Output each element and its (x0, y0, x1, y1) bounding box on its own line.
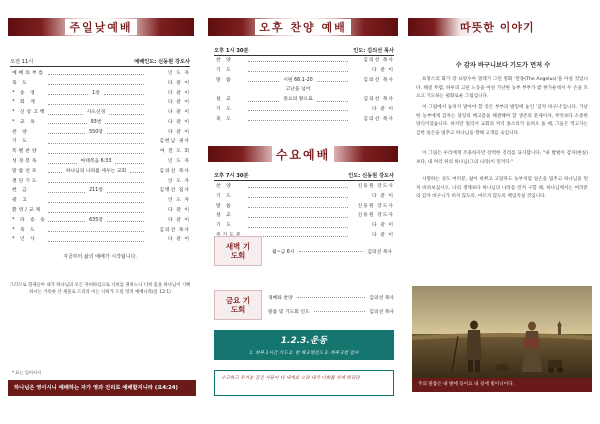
sunday-order-row-label: * 회 개 (12, 100, 37, 106)
afternoon-order-row-person: 김의선 목사 (363, 57, 394, 63)
sunday-order-row-person: 김명선 집사 (159, 188, 191, 194)
afternoon-order-row (216, 66, 394, 76)
wednesday-leader: 인도: 신동원 강도사 (348, 173, 394, 179)
afternoon-order-row-label: 말 씀 (216, 77, 233, 83)
sunday-order-row-label: * 축 도 (12, 227, 37, 233)
sunday-order-row-label: * 인 사 (12, 237, 37, 243)
dawn-schedule (272, 248, 392, 255)
sunday-order-row (12, 206, 190, 216)
sunday-order-row-person: 다 같 이 (168, 110, 191, 116)
sunday-time: 오전 11시 (10, 59, 34, 65)
memo-text: 수고하고 무거운 짐진 자들아 다 내게로 오라 내가 너희를 쉬게 하리라 (221, 376, 360, 381)
movement-text: 1. 하루 1시간 기도 2. 한 해 2명전도 3. 하루 3번 감사 (249, 351, 359, 356)
sunday-order-row-label: 광 고 (12, 198, 29, 204)
afternoon-title-banner (208, 18, 398, 36)
sunday-order-row (12, 89, 190, 99)
wednesday-order-row-person: 신동원 강도사 (357, 213, 394, 219)
sunday-order-row-label: 말씀선포 (12, 168, 39, 174)
sunday-order-row-label: 예배의부름 (12, 70, 46, 76)
story-paragraph-4: 사명하는 성도 여러분, 삶이 바쁘고 고달파도 농부처럼 일손을 멈추고 하나님을 먼저 바라보십시오. 나의 생계보다 하나님의 나라를 먼저 구할 때, 하나님께서는 여러분의 감자 바구니가 비지 않도록, 마르지 않도록 책임지실 것입니다. (416, 177, 588, 200)
sunday-title-banner (8, 18, 194, 36)
wednesday-order-row-person: 다 같 이 (372, 232, 394, 238)
wednesday-order-row-label: 기 도 (216, 193, 233, 199)
sunday-order-row-value: 93번 (90, 119, 102, 125)
sunday-order-row (12, 108, 190, 118)
sunday-quote: 그러므로 형제들아 내가 하나님의 모든 자비하심으로 너희를 권하노니 너희 몸을 하나님이 기뻐하시는 거룩한 산 제물로 드리라 이는 너희가 드릴 영적 예배니라(롬 12:1) (9, 283, 191, 295)
sunday-order-row-value: 1장 (92, 90, 100, 96)
afternoon-order-row (216, 105, 394, 115)
movement-title: 1.2.3.운동 (280, 336, 328, 346)
sunday-order-row-value: 550장 (89, 129, 103, 135)
sunday-order-row-person: 김의선 목사 (159, 168, 190, 174)
sunday-order-row (12, 138, 190, 148)
sunday-order-row-person: 인 도 자 (168, 198, 190, 204)
friday-prayer-tag (214, 290, 262, 320)
afternoon-order-row-person: 다 같 이 (372, 67, 394, 73)
afternoon-order-row (216, 76, 394, 86)
sunday-order-row-person: 다 같 이 (168, 129, 191, 135)
sunday-order-row (12, 196, 190, 206)
sunday-order-row (12, 177, 190, 187)
sunday-order-row-person: 인 도 자 (168, 178, 190, 184)
wednesday-order-row-person: 신동원 강도사 (357, 203, 394, 209)
afternoon-order-row-label: 찬 양 (216, 57, 233, 63)
afternoon-order-row-value: 고난을 넘어 (285, 87, 311, 93)
standing-note: * 표는 일어서서 (12, 370, 42, 375)
afternoon-order-row (216, 56, 394, 66)
sunday-order-row (12, 128, 190, 138)
sunday-order-row (12, 167, 190, 177)
wednesday-order-row-label: 말 씀 (216, 203, 233, 209)
sunday-note: 지금부터 삶의 예배가 시작됩니다. (63, 254, 137, 260)
sunday-order-row (12, 69, 190, 79)
sunday-order-row-person: 다 같 이 (168, 90, 190, 96)
sunday-order-row-label: 헌 금 (12, 188, 29, 194)
sunday-order-row-person: 다 같 이 (168, 80, 190, 86)
afternoon-header (214, 47, 394, 56)
story-title-banner (408, 18, 594, 36)
afternoon-order-row (216, 85, 394, 95)
story-headline: 수 감자 바구니보다 기도가 먼저 수 (455, 62, 551, 69)
wednesday-order-row-person: 다 같 이 (372, 223, 394, 229)
wednesday-order-row-label: 찬 양 (216, 183, 233, 189)
friday-prayer-label: 금요 기도회 (225, 296, 251, 314)
dawn-leader: 김의선 목사 (367, 250, 392, 255)
wednesday-order-row (216, 192, 394, 202)
friday-row-2-who: 김의선 목사 (369, 310, 394, 315)
friday-row-1-label: 경배와 찬양 (268, 296, 293, 301)
sunday-order-row-person: 다 같 이 (168, 119, 190, 125)
angelus-painting (412, 286, 592, 378)
sunday-title: 주일낮예배 (65, 19, 136, 35)
story-paragraph-1: 프랑스의 화가 장 프랑수아 밀레가 그린 명화 '만종(The Angelus)'을 아실 것입니다. 해질 무렵, 하루의 고된 노동을 마친 가난한 농부 부부가 밭 한가운데서 두 손을 모으고 기도하는 평화로운 그림입니다. (416, 77, 588, 100)
wednesday-title: 수요예배 (272, 146, 334, 163)
sunday-order-row (12, 236, 190, 246)
wednesday-order-row-label: 설 교 (216, 213, 233, 219)
sunday-order-row-label: * 파 송 송 (12, 217, 47, 223)
afternoon-order-row-label: 기 도 (216, 67, 233, 73)
friday-row-1 (268, 294, 394, 301)
afternoon-order-row-value: 시편 66:1-20 (283, 77, 313, 83)
sunday-order-row-value: 하나님의 나라를 세우는 교회 (65, 168, 127, 174)
afternoon-order-row-person: 다 같 이 (372, 106, 394, 112)
sunday-order-row-value: 사도신경 (86, 110, 106, 116)
sunday-order-row-label: * 송 영 (12, 90, 37, 96)
sunday-order-row-person: 김현남 권사 (159, 139, 190, 145)
afternoon-order-row-person: 김의선 목사 (363, 116, 394, 122)
dawn-time: 월~금 6시 (272, 250, 295, 255)
afternoon-title: 오후 찬양 예배 (255, 19, 350, 35)
friday-row-1-who: 김의선 목사 (369, 296, 394, 301)
sunday-order-row-label: * 교 독 (12, 119, 37, 125)
story-caption: 주의 말씀은 내 발에 등이요 내 길에 빛이니이다. (412, 378, 592, 392)
movement-box (214, 330, 394, 360)
sunday-order-row-value: 마태복음 6:33 (80, 159, 112, 165)
sunday-order-row-label: 찬 양 (12, 129, 29, 135)
sunday-order-row-label: 성경봉독 (12, 159, 39, 165)
sunday-order-row (12, 147, 190, 157)
sunday-order-row (12, 79, 190, 89)
story-paragraph-3: 이 그림은 우리에게 조용하지만 강력한 진리를 묘사합니다. "내 밥벌이 감자(현실)보다, 내 머리 위의 하나님(그의 나라)이 먼저다." (416, 151, 588, 165)
wednesday-order-row (216, 202, 394, 212)
afternoon-order-row-value: 풍요의 땅으로 (283, 97, 313, 103)
afternoon-leader: 인도: 김의선 목사 (353, 48, 394, 54)
sunday-order-row-person: 인 도 자 (168, 70, 190, 76)
sunday-header (10, 58, 190, 67)
afternoon-order-row-person: 김의선 목사 (363, 77, 394, 83)
sunday-order-list (12, 69, 190, 245)
sunday-order-row-person: 다 같 이 (168, 217, 191, 223)
wednesday-time: 오후 7시 30분 (214, 173, 249, 179)
sunday-order-row (12, 118, 190, 128)
sunday-order-row-label: 환영/교제 (12, 208, 43, 214)
friday-row-2-label: 말씀 및 기도회 인도 (268, 310, 310, 315)
sunday-order-row-value: 211장 (89, 188, 103, 194)
sunday-order-row-person: 김의선 목사 (159, 227, 190, 233)
friday-row-2 (268, 308, 394, 315)
angelus-painting-image (412, 286, 592, 378)
afternoon-order-list (216, 56, 394, 125)
wednesday-order-row-person: 다 같 이 (372, 193, 394, 199)
sunday-order-row-label: 기 도 (12, 139, 29, 145)
sunday-order-row-label: * 신앙고백 (12, 110, 47, 116)
wednesday-order-row (216, 182, 394, 192)
sunday-order-row-label: 묵 도 (12, 80, 29, 86)
dawn-prayer-label: 새벽 기도회 (225, 242, 251, 260)
dawn-prayer-tag (214, 236, 262, 266)
wednesday-order-list (216, 182, 394, 241)
memo-box (214, 370, 394, 396)
sunday-order-row-label: 결단기도 (12, 178, 39, 184)
afternoon-time: 오후 1시 30분 (214, 48, 249, 54)
afternoon-order-row-label: 설 교 (216, 97, 233, 103)
sunday-order-row (12, 216, 190, 226)
sunday-order-row-person: 다 같 이 (168, 100, 190, 106)
sunday-order-row-person: 인 도 자 (168, 159, 190, 165)
wednesday-order-row (216, 221, 394, 231)
sunday-verse: 하나님은 영이시니 예배하는 자가 영과 진리로 예배할지니라 (요4:24) (8, 380, 196, 396)
sunday-order-row-label: 특별찬양 (12, 149, 39, 155)
wednesday-order-row-person: 신동원 강도사 (357, 183, 394, 189)
wednesday-header (214, 172, 394, 181)
sunday-order-row (12, 226, 190, 236)
afternoon-order-row-label: 축 도 (216, 116, 233, 122)
wednesday-order-row-label: 기 도 (216, 223, 233, 229)
story-paragraph-2: 이 그림에서 놓치지 말아야 할 것은 부부의 발밑에 놓인 '감자 바구니'입니다. 가난한 농부에게 감자는 당장의 배고픔을 해결해야 할 생존의 문제이자, 무엇보다 소중한 양식이었습니다. 하지만 멀리서 교회의 저녁 종소리가 들려오 올 때, 그들은 먹고사는 급한 일손을 멈추고 하나님을 향해 고개를 숙입니다. (416, 105, 588, 136)
sunday-leader: 예배인도: 신동원 강도사 (134, 59, 190, 65)
sunday-order-row-person: 다 같 이 (168, 237, 190, 243)
sunday-order-row-value: 635장 (89, 217, 103, 223)
afternoon-order-row (216, 115, 394, 125)
sunday-order-row (12, 187, 190, 197)
sunday-order-row (12, 157, 190, 167)
afternoon-order-row-person: 김의선 목사 (363, 97, 395, 103)
afternoon-order-row (216, 95, 394, 105)
sunday-order-row (12, 98, 190, 108)
wednesday-order-row (216, 211, 394, 221)
afternoon-order-row-label: 기 도 (216, 106, 233, 112)
wednesday-title-banner (208, 146, 398, 162)
story-title: 따뜻한 이야기 (460, 21, 535, 34)
sunday-order-row-person: 여 전 도 회 (159, 149, 190, 155)
sunday-order-row-person: 다 같 이 (168, 208, 190, 214)
